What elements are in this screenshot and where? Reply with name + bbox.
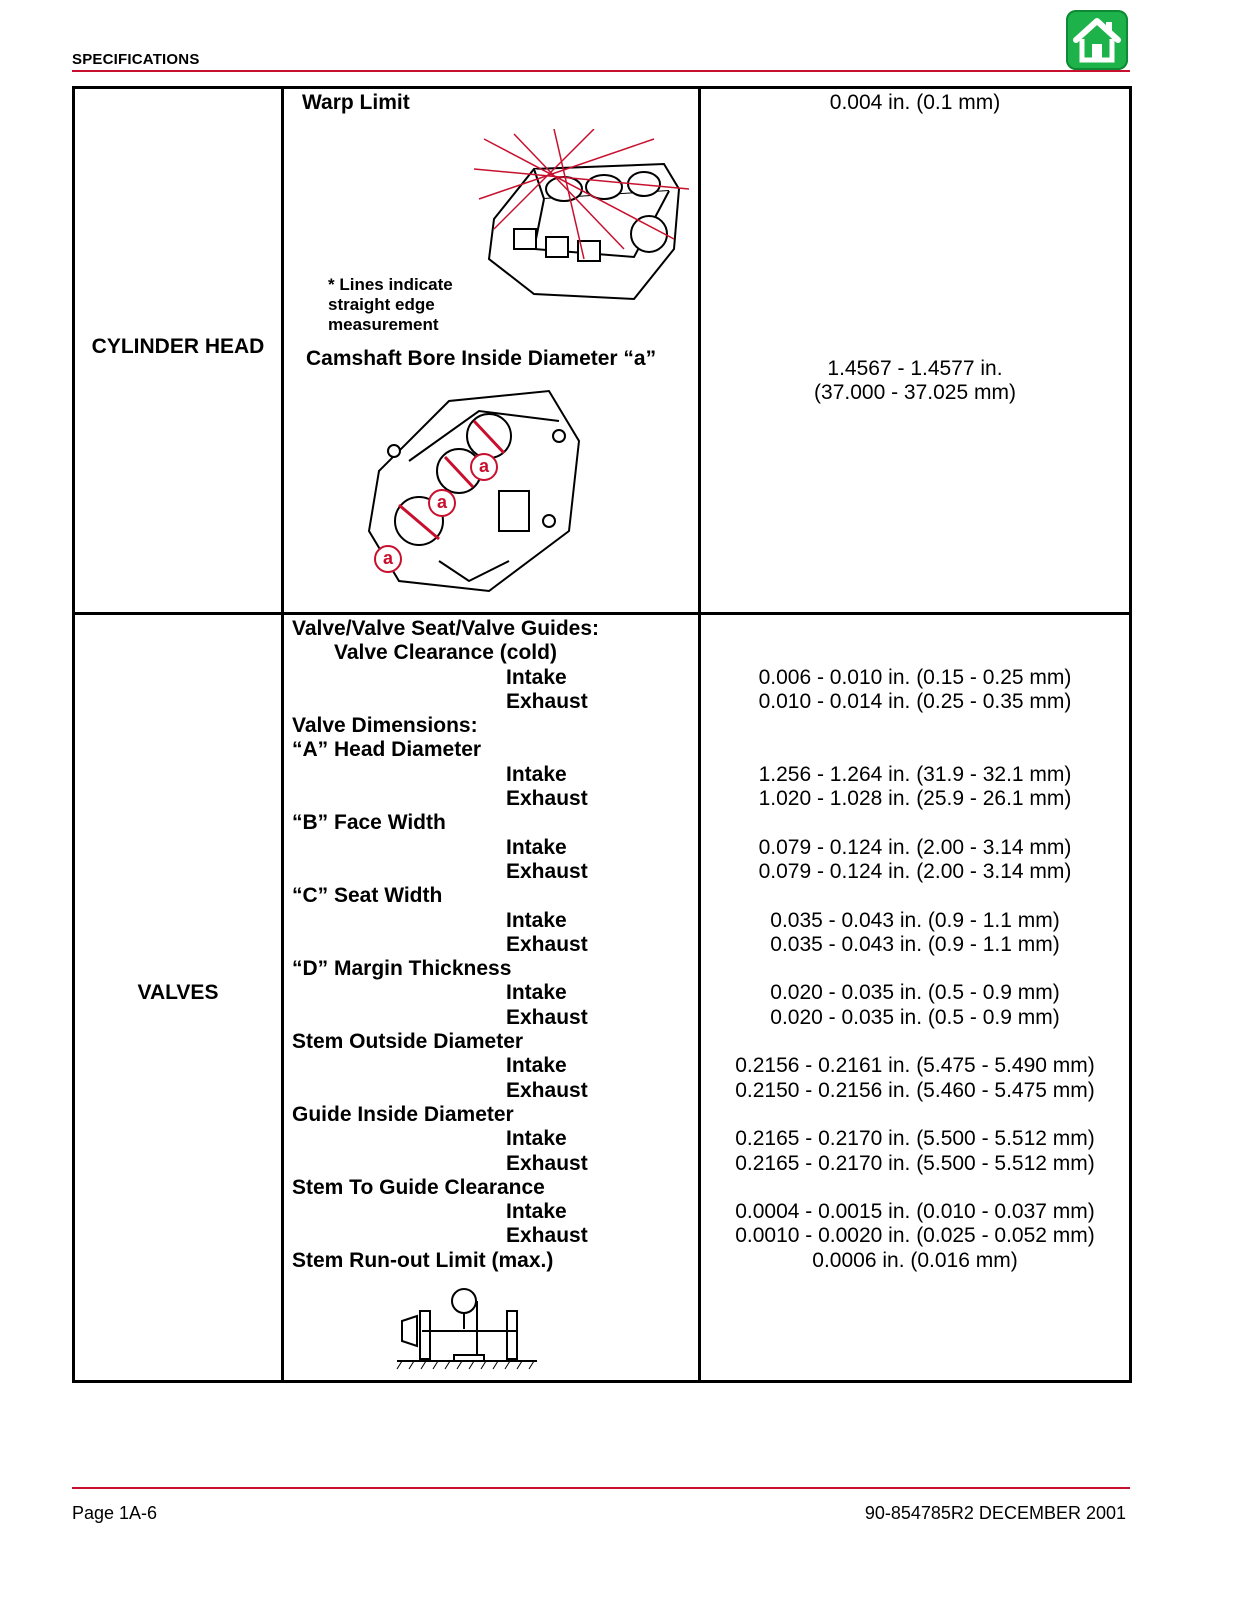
spec-value: 0.035 - 0.043 in. (0.9 - 1.1 mm) <box>770 908 1060 932</box>
dial-indicator-illustration <box>392 1281 542 1371</box>
home-icon <box>1072 16 1122 64</box>
spec-label: Intake <box>506 981 567 1005</box>
spec-value: 0.079 - 0.124 in. (2.00 - 3.14 mm) <box>758 859 1072 883</box>
spec-label: Stem Run-out Limit (max.) <box>292 1248 554 1272</box>
spec-value: 0.2156 - 0.2161 in. (5.475 - 5.490 mm) <box>735 1054 1095 1078</box>
callout-badge: a <box>470 453 498 481</box>
header-rule <box>72 70 1130 72</box>
spec-label: Stem Outside Diameter <box>292 1030 524 1054</box>
spec-label: Valve/Valve Seat/Valve Guides: <box>292 617 600 640</box>
spec-value: 0.006 - 0.010 in. (0.15 - 0.25 mm) <box>758 665 1072 689</box>
spec-value: 0.079 - 0.124 in. (2.00 - 3.14 mm) <box>758 835 1072 859</box>
spec-value <box>701 1103 1129 1127</box>
spec-value: 1.020 - 1.028 in. (25.9 - 26.1 mm) <box>758 787 1072 811</box>
spec-label: Stem To Guide Clearance <box>292 1175 545 1199</box>
spec-label: Intake <box>506 908 567 932</box>
spec-value: 0.0010 - 0.0020 in. (0.025 - 0.052 mm) <box>735 1224 1095 1248</box>
spec-label: Intake <box>506 835 567 859</box>
spec-value: 0.020 - 0.035 in. (0.5 - 0.9 mm) <box>770 1005 1060 1029</box>
cylinder-head-warp-illustration <box>474 129 694 309</box>
spec-value <box>701 641 1129 665</box>
spec-label: Exhaust <box>506 1151 588 1175</box>
spec-value <box>701 884 1129 908</box>
warp-limit-label: Warp Limit <box>302 91 410 114</box>
spec-value <box>701 714 1129 738</box>
footer-rule <box>72 1487 1130 1489</box>
page-number: Page 1A-6 <box>72 1503 158 1523</box>
callout-badge: a <box>374 545 402 573</box>
spec-label: Exhaust <box>506 859 588 883</box>
table-row <box>74 614 1131 1382</box>
spec-label: Intake <box>506 762 567 786</box>
valve-spec-labels <box>292 617 599 1273</box>
spec-label: “D” Margin Thickness <box>292 957 512 981</box>
warp-limit-value: 0.004 in. (0.1 mm) <box>829 91 1001 114</box>
home-button[interactable] <box>1066 10 1128 70</box>
category-cylinder-head: CYLINDER HEAD <box>91 335 265 358</box>
straight-edge-note: * Lines indicate straight edge measurement <box>328 275 453 334</box>
spec-value <box>701 738 1129 762</box>
spec-value <box>701 957 1129 981</box>
camshaft-bore-value-mm: (37.000 - 37.025 mm) <box>814 381 1016 404</box>
table-row <box>74 88 1131 614</box>
spec-label: Guide Inside Diameter <box>292 1102 514 1126</box>
spec-value <box>701 811 1129 835</box>
spec-label: Exhaust <box>506 689 588 713</box>
spec-value: 0.2150 - 0.2156 in. (5.460 - 5.475 mm) <box>735 1078 1095 1102</box>
spec-label: Exhaust <box>506 1078 588 1102</box>
callout-badge: a <box>428 489 456 517</box>
spec-label: Intake <box>506 1054 567 1078</box>
spec-value: 0.010 - 0.014 in. (0.25 - 0.35 mm) <box>758 689 1072 713</box>
spec-label: “A” Head Diameter <box>292 738 482 762</box>
spec-value: 0.2165 - 0.2170 in. (5.500 - 5.512 mm) <box>735 1151 1095 1175</box>
spec-value: 0.035 - 0.043 in. (0.9 - 1.1 mm) <box>770 932 1060 956</box>
camshaft-bore-value: 1.4567 - 1.4577 in. <box>827 357 1003 380</box>
spec-label: Exhaust <box>506 932 588 956</box>
category-valves: VALVES <box>137 981 219 1004</box>
spec-label: Intake <box>506 1200 567 1224</box>
spec-value: 0.2165 - 0.2170 in. (5.500 - 5.512 mm) <box>735 1127 1095 1151</box>
spec-value: 0.0004 - 0.0015 in. (0.010 - 0.037 mm) <box>735 1200 1095 1224</box>
spec-value: 0.020 - 0.035 in. (0.5 - 0.9 mm) <box>770 981 1060 1005</box>
spec-value: 0.0006 in. (0.016 mm) <box>812 1248 1018 1272</box>
spec-label: Exhaust <box>506 787 588 811</box>
spec-value: 1.256 - 1.264 in. (31.9 - 32.1 mm) <box>758 762 1072 786</box>
spec-value <box>701 1030 1129 1054</box>
camshaft-bore-label: Camshaft Bore Inside Diameter “a” <box>306 347 657 370</box>
spec-table <box>72 86 1132 1383</box>
spec-label: “C” Seat Width <box>292 884 443 908</box>
spec-label: Exhaust <box>506 1005 588 1029</box>
valve-spec-values <box>701 617 1129 1273</box>
document-id: 90-854785R2 DECEMBER 2001 <box>864 1503 1126 1523</box>
spec-label: Valve Dimensions: <box>292 714 478 738</box>
spec-label: “B” Face Width <box>292 811 446 835</box>
spec-label: Intake <box>506 665 567 689</box>
spec-value <box>701 617 1129 641</box>
spec-label: Valve Clearance (cold) <box>334 641 557 665</box>
spec-label: Exhaust <box>506 1224 588 1248</box>
spec-value <box>701 1176 1129 1200</box>
page-section-title: SPECIFICATIONS <box>72 51 200 68</box>
spec-label: Intake <box>506 1127 567 1151</box>
